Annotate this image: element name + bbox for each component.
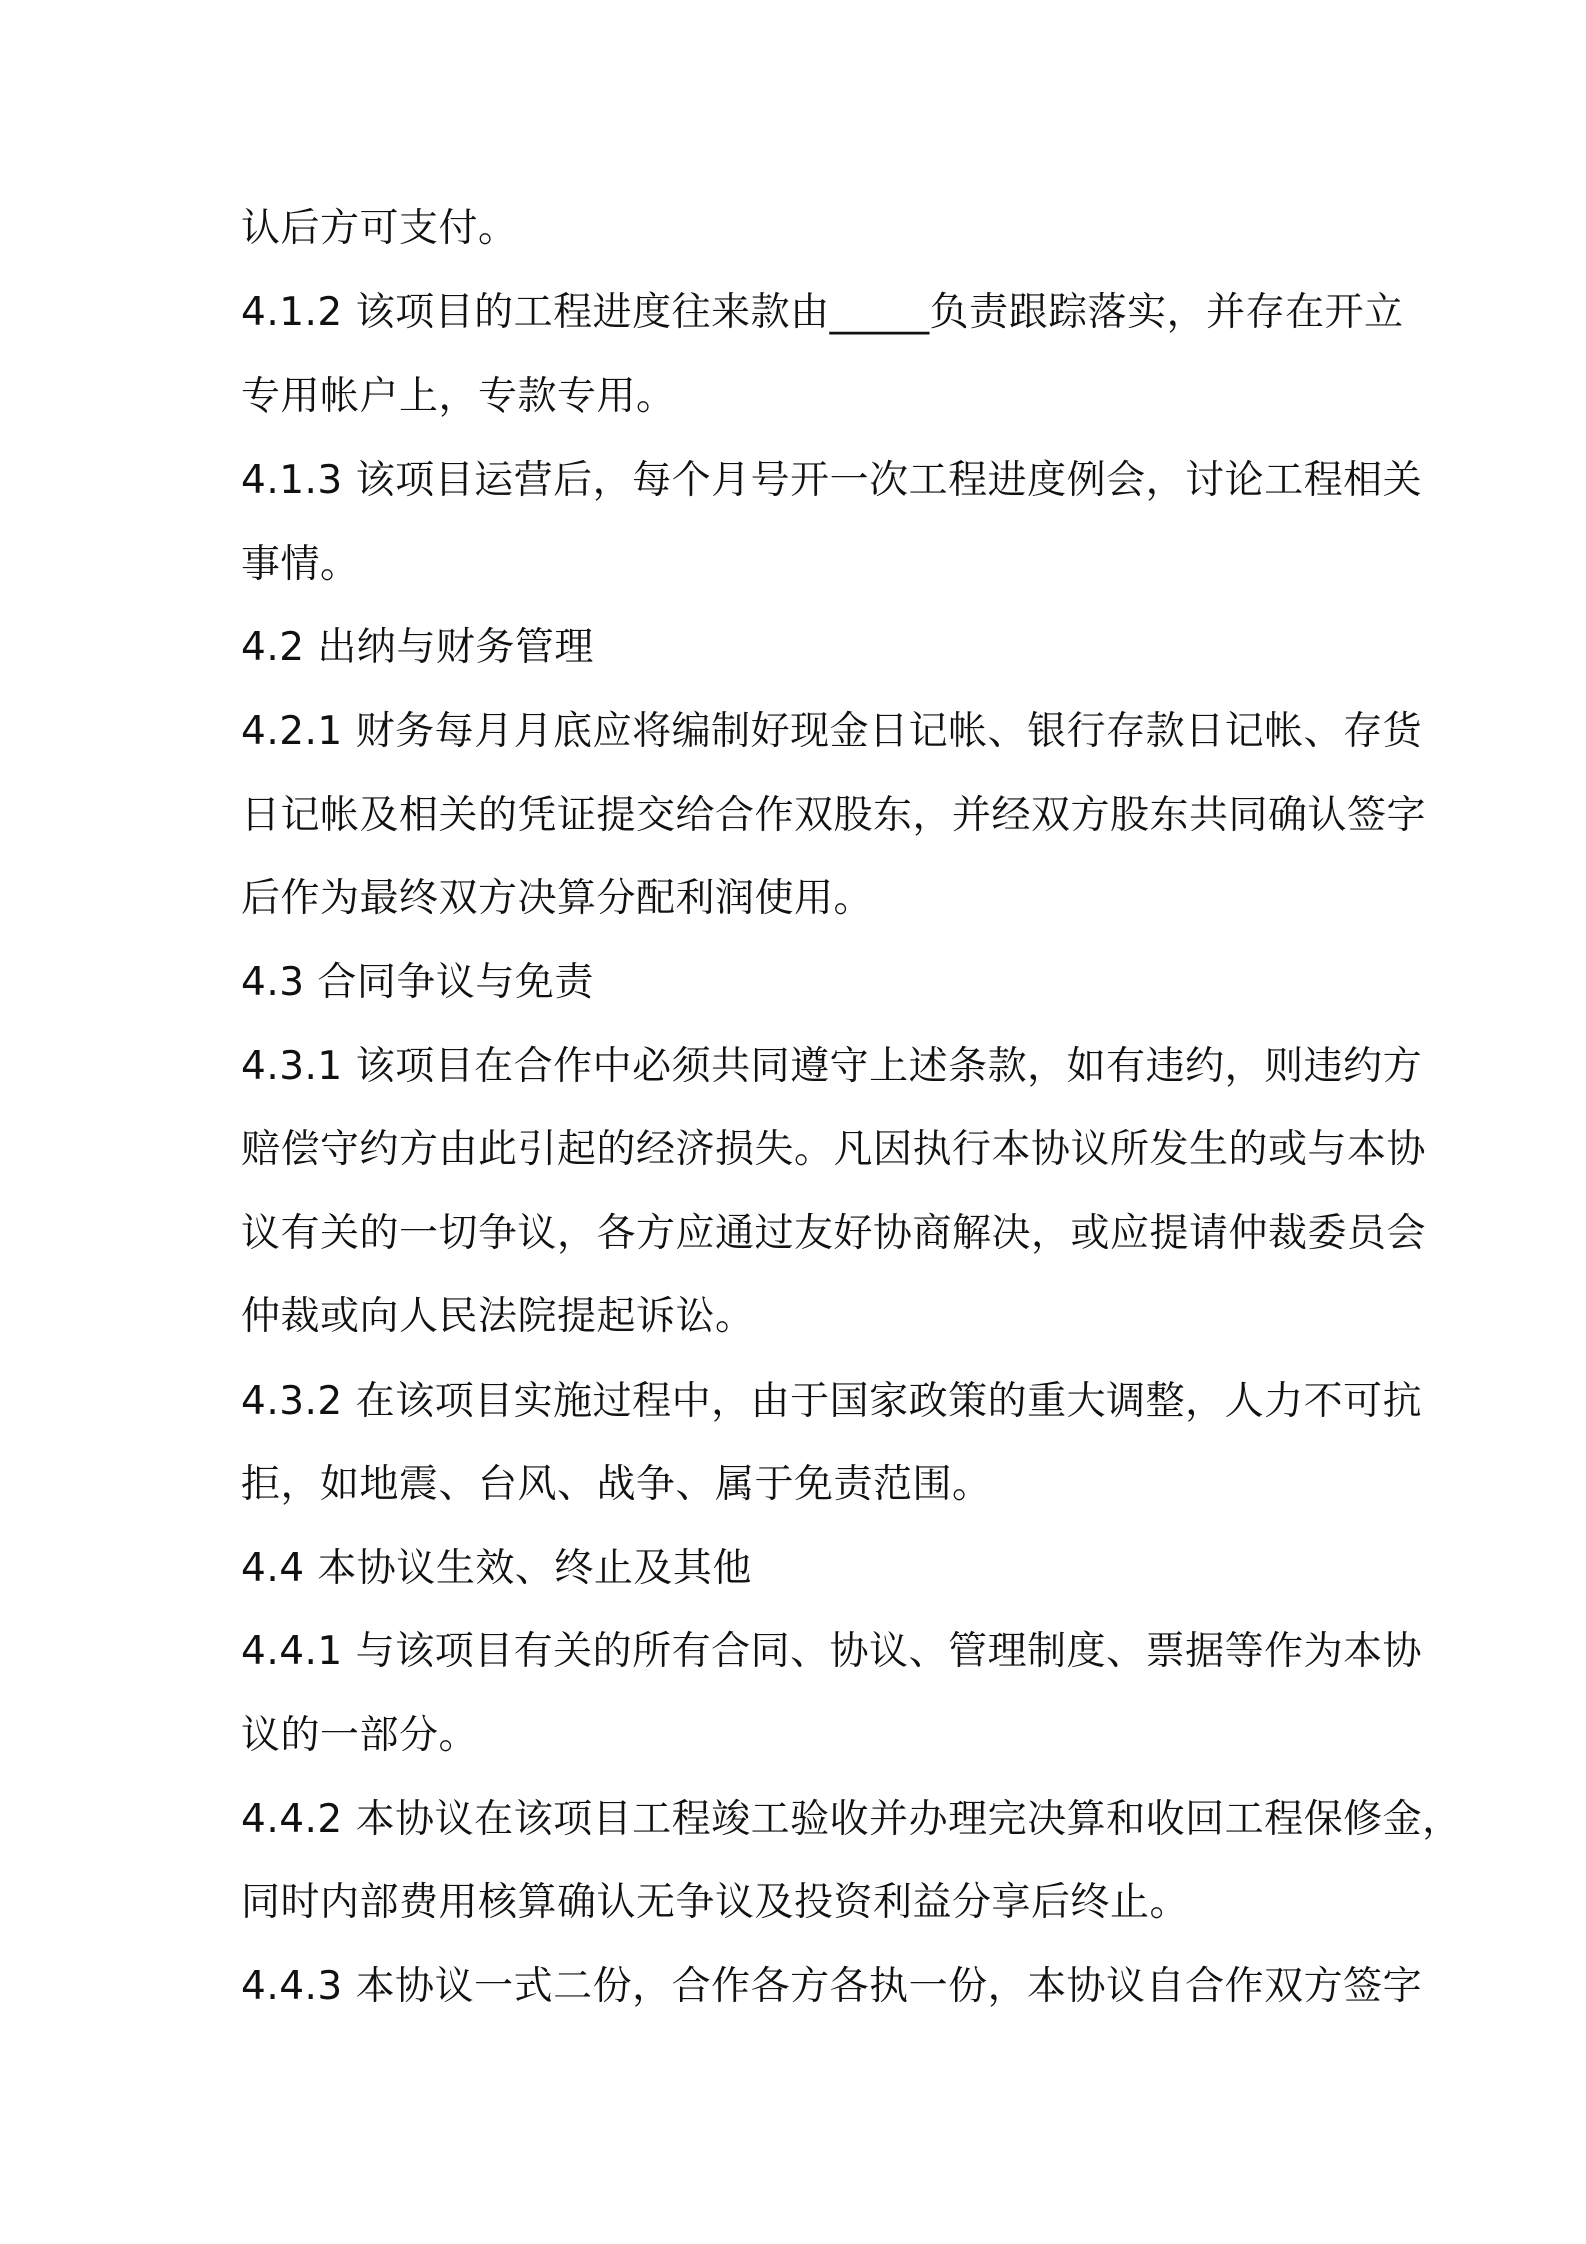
section-heading: 4.4 本协议生效、终止及其他 — [241, 1546, 752, 1591]
text-line: 4.4.1 与该项目有关的所有合同、协议、管理制度、票据等作为本协 — [241, 1629, 1423, 1674]
text-line: 4.1.2 该项目的工程进度往来款由_____负责跟踪落实，并存在开立 — [241, 290, 1404, 335]
text-line: 日记帐及相关的凭证提交给合作双股东，并经双方股东共同确认签字 — [241, 793, 1427, 838]
section-heading: 4.2 出纳与财务管理 — [241, 625, 594, 670]
text-line: 后作为最终双方决算分配利润使用。 — [241, 876, 874, 921]
text-line: 4.4.2 本协议在该项目工程竣工验收并办理完决算和收回工程保修金， — [241, 1797, 1462, 1842]
text-line: 专用帐户上，专款专用。 — [241, 374, 676, 419]
text-line: 4.2.1 财务每月月底应将编制好现金日记帐、银行存款日记帐、存货 — [241, 709, 1423, 754]
text-line: 赔偿守约方由此引起的经济损失。凡因执行本协议所发生的或与本协 — [241, 1127, 1427, 1172]
text-line: 4.3.2 在该项目实施过程中，由于国家政策的重大调整，人力不可抗 — [241, 1379, 1423, 1424]
text-line: 议的一部分。 — [241, 1713, 479, 1758]
text-line: 4.1.3 该项目运营后，每个月号开一次工程进度例会，讨论工程相关 — [241, 458, 1423, 503]
text-line: 仲裁或向人民法院提起诉讼。 — [241, 1294, 755, 1339]
text-line: 同时内部费用核算确认无争议及投资利益分享后终止。 — [241, 1880, 1190, 1925]
text-line: 事情。 — [241, 542, 360, 587]
text-line: 拒，如地震、台风、战争、属于免责范围。 — [241, 1462, 992, 1507]
section-heading: 4.3 合同争议与免责 — [241, 960, 594, 1005]
text-line: 4.4.3 本协议一式二份，合作各方各执一份，本协议自合作双方签字 — [241, 1964, 1423, 2009]
text-line: 认后方可支付。 — [241, 206, 518, 251]
text-line: 议有关的一切争议，各方应通过友好协商解决，或应提请仲裁委员会 — [241, 1211, 1427, 1256]
text-line: 4.3.1 该项目在合作中必须共同遵守上述条款，如有违约，则违约方 — [241, 1044, 1423, 1089]
